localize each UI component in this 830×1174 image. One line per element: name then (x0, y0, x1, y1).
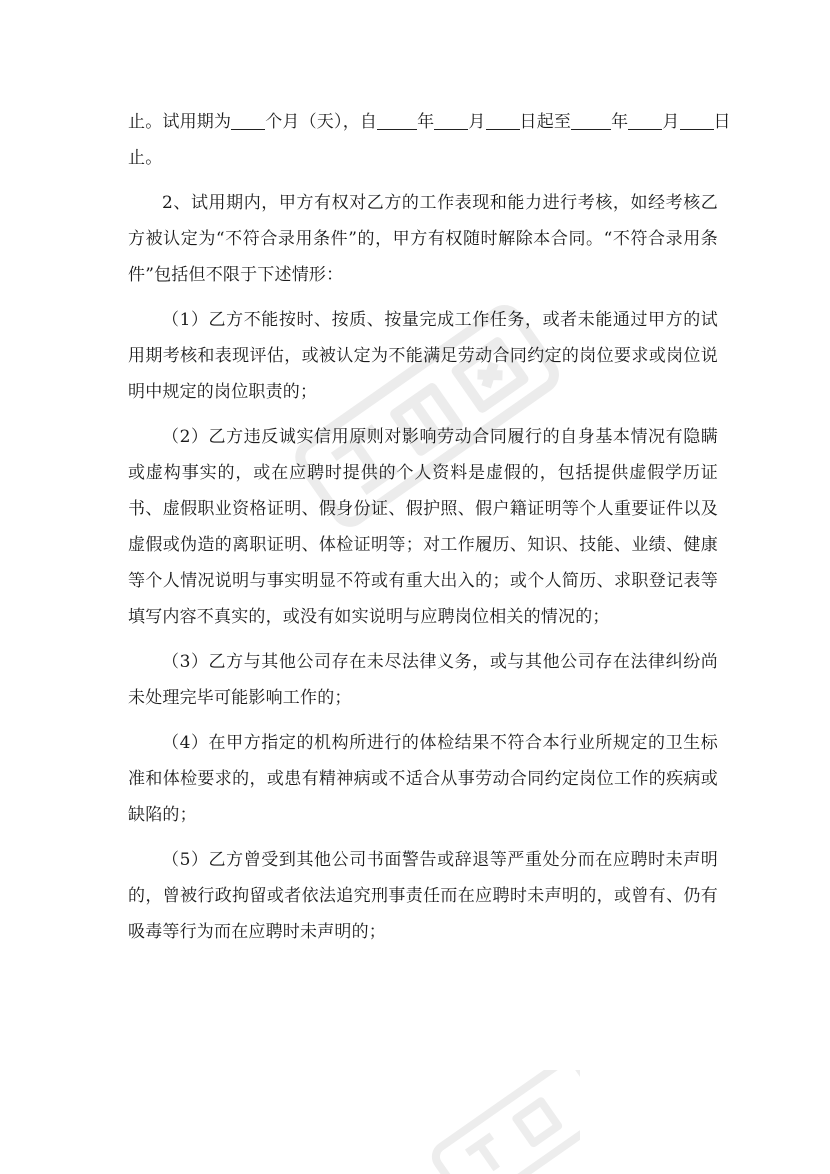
end-year-blank[interactable] (571, 111, 611, 130)
clause-item-4: （4）在甲方指定的机构所进行的体检结果不符合本行业所规定的卫生标准和体检要求的，或患有精神病或不适合从事劳动合同约定岗位工作的疾病或缺陷的； (128, 733, 718, 825)
clause-2: 2、试用期内，甲方有权对乙方的工作表现和能力进行考核，如经考核乙方被认定为“不符合录用条件”的，甲方有权随时解除本合同。“不符合录用条件”包括但不限于下述情形： (128, 193, 718, 285)
clause-item-5: （5）乙方曾受到其他公司书面警告或辞退等严重处分而在应聘时未声明的，曾被行政拘留或者依法追究刑事责任而在应聘时未声明的，或曾有、仍有吸毒等行为而在应聘时未声明的； (128, 850, 718, 942)
clause-item-1: （1）乙方不能按时、按质、按量完成工作任务，或者未能通过甲方的试用期考核和表现评估，或被认定为不能满足劳动合同约定的岗位要求或岗位说明中规定的岗位职责的； (128, 310, 718, 402)
trial-text-3: 年 (417, 112, 435, 132)
trial-text-7: 月 (662, 112, 680, 132)
start-month-blank[interactable] (434, 111, 468, 130)
trial-line-end: 止。 (128, 148, 163, 168)
start-year-blank[interactable] (377, 111, 417, 130)
trial-text-1: 止。试用期为 (128, 112, 232, 132)
start-day-blank[interactable] (486, 111, 520, 130)
clause-item-3: （3）乙方与其他公司存在未尽法律义务，或与其他公司存在法律纠纷尚未处理完毕可能影响工作的； (128, 652, 718, 708)
document-body (128, 104, 731, 950)
months-blank[interactable] (231, 111, 265, 130)
trial-text-5: 日起至 (519, 112, 572, 132)
trial-text-6: 年 (611, 112, 629, 132)
trial-text-2: 个月（天），自 (265, 112, 378, 132)
end-month-blank[interactable] (628, 111, 662, 130)
trial-text-4: 月 (468, 112, 486, 132)
watermark-stamp-bottom-icon (420, 1070, 580, 1174)
trial-text-8: 日 (713, 112, 731, 132)
trial-period-line (128, 104, 731, 140)
end-day-blank[interactable] (680, 111, 714, 130)
clause-item-2: （2）乙方违反诚实信用原则对影响劳动合同履行的自身基本情况有隐瞒或虚构事实的，或在应聘时提供的个人资料是虚假的，包括提供虚假学历证书、虚假职业资格证明、假身份证、假护照、假户籍证明等个人重要证件以及虚假或伪造的离职证明、体检证明等；对工作履历、知识、技能、业绩、健康等个人情况说明与事实明显不符或有重大出入的；或个人简历、求职登记表等填写内容不真实的，或没有如实说明与应聘岗位相关的情况的； (128, 427, 718, 627)
